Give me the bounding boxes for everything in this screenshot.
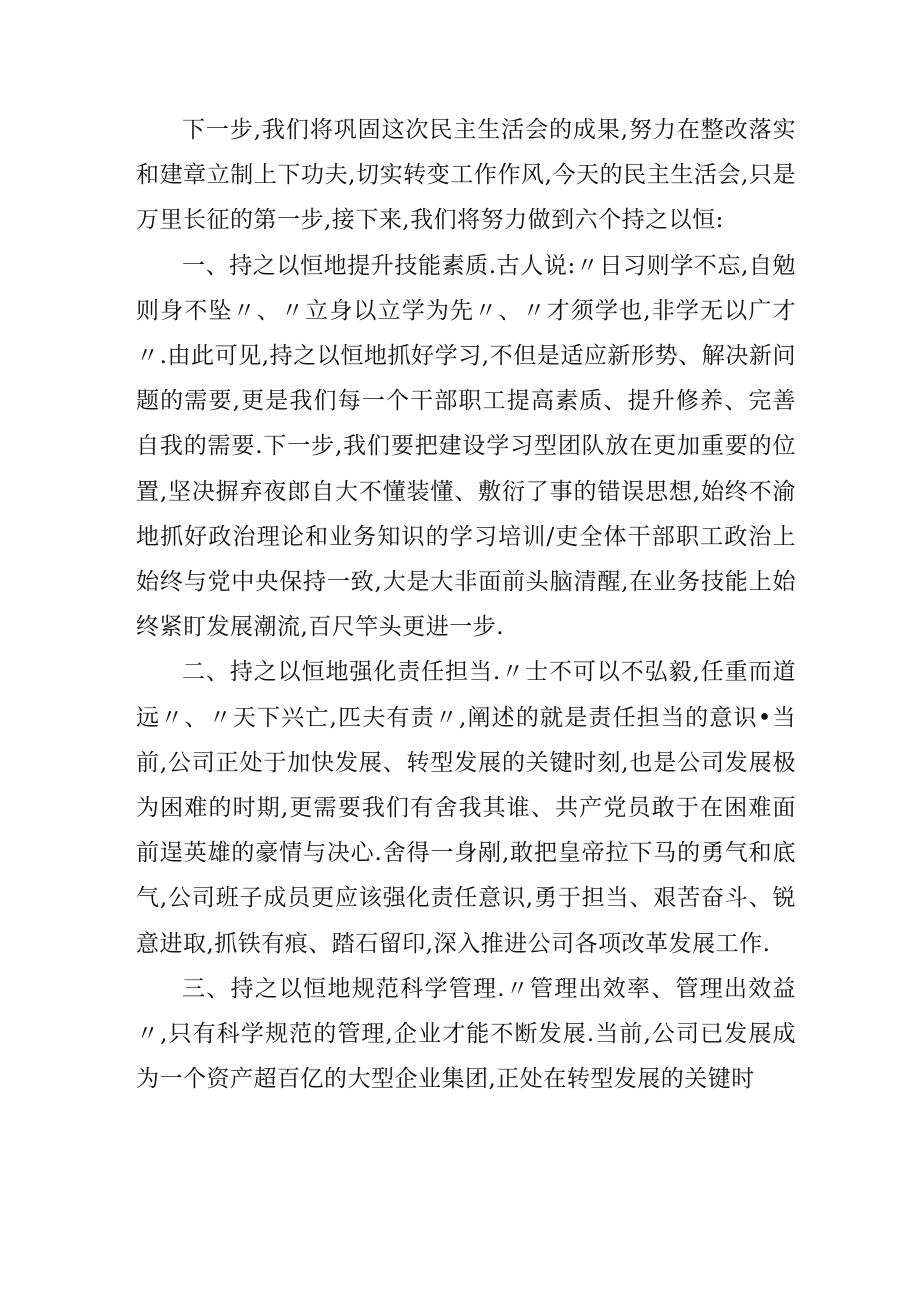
paragraph-point-3: 三、持之以恒地规范科学管理.〃管理出效率、管理出效益〃,只有科学规范的管理,企业才能不断发展.当前,公司已发展成为一个资产超百亿的大型企业集团,正处在转型发展的关键时 bbox=[136, 975, 796, 1093]
paragraph-point-1: 一、持之以恒地提升技能素质.古人说:〃日习则学不忘,自勉则身不坠〃、〃立身以立学为先〃、〃才须学也,非学无以广才〃.由此可见,持之以恒地抓好学习,不但是适应新形势、解决新问题的需要,更是我们每一个干部职工提高素质、提升修养、完善自我的需要.下一步,我们要把建设学习型团队放在更加重要的位置,坚决摒弃夜郎自大不懂装懂、敷衍了事的错误思想,始终不渝地抓好政治理论和业务知识的学习培训/吏全体干部职工政治上始终与党中央保持一致,大是大非面前头脑清醒,在业务技能上始终紧盯发展潮流,百尺竿头更进一步. bbox=[136, 252, 796, 641]
paragraph-point-2: 二、持之以恒地强化责任担当.〃士不可以不弘毅,任重而道远〃、〃天下兴亡,匹夫有责〃,阐述的就是责任担当的意识•当前,公司正处于加快发展、转型发展的关键时刻,也是公司发展极为困难的时期,更需要我们有舍我其谁、共产党员敢于在困难面前逞英雄的豪情与决心.舍得一身剐,敢把皇帝拉下马的勇气和底气,公司班子成员更应该强化责任意识,勇于担当、艰苦奋斗、锐意进取,抓铁有痕、踏石留印,深入推进公司各项改革发展工作. bbox=[136, 659, 796, 957]
paragraph-intro: 下一步,我们将巩固这次民主生活会的成果,努力在整改落实和建章立制上下功夫,切实转变工作作风,今天的民主生活会,只是万里长征的第一步,接下来,我们将努力做到六个持之以恒: bbox=[136, 117, 796, 234]
document-body bbox=[136, 108, 796, 1102]
